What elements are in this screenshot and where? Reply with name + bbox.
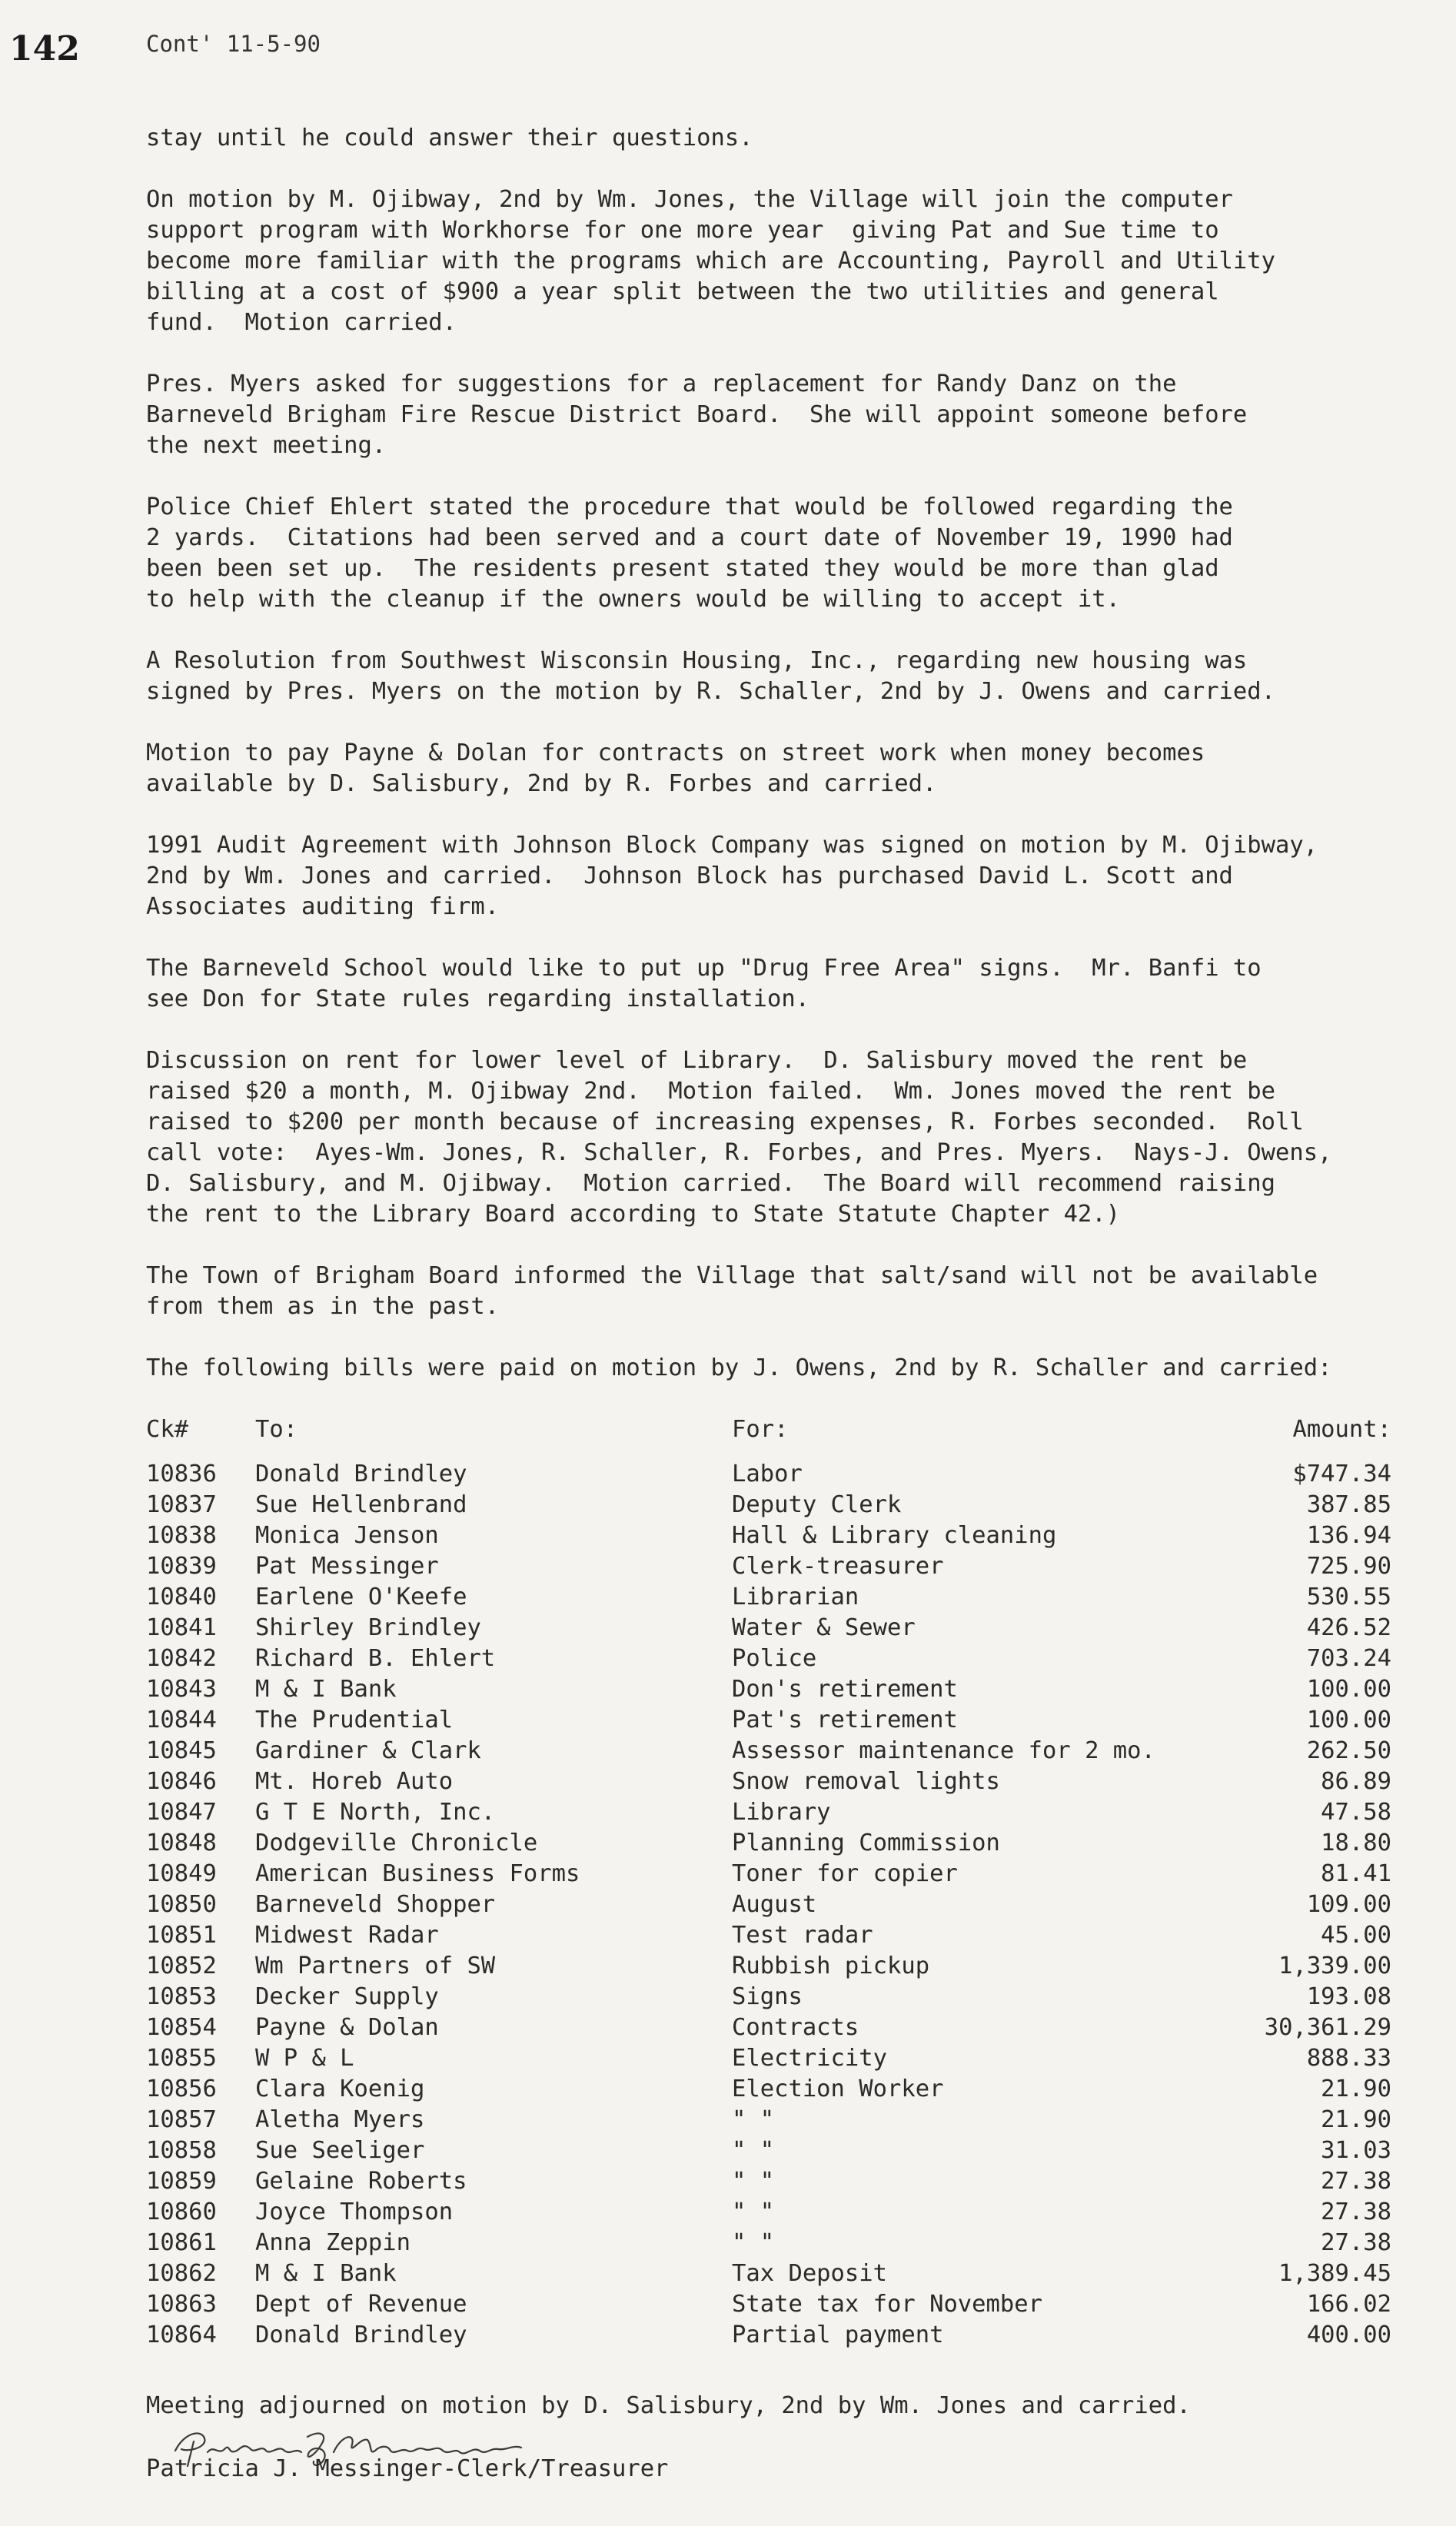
bill-payee: Gardiner & Clark — [255, 1737, 481, 1764]
bill-check-number: 10840 — [146, 1584, 217, 1610]
bill-amount: 21.90 — [1321, 2106, 1391, 2133]
text-line: 1991 Audit Agreement with Johnson Block Company was signed on motion by M. Ojibway, — [146, 832, 1318, 859]
bill-check-number: 10853 — [146, 1983, 217, 2010]
bill-check-number: 10855 — [146, 2045, 217, 2072]
bill-payee: Earlene O'Keefe — [255, 1584, 467, 1610]
bill-amount: 18.80 — [1321, 1830, 1391, 1856]
bill-row — [146, 1705, 1391, 1736]
bill-purpose: Library — [732, 1799, 831, 1826]
bill-payee: Clara Koenig — [255, 2076, 425, 2102]
bill-amount: 400.00 — [1306, 2322, 1391, 2348]
bill-row — [146, 1951, 1391, 1982]
text-line: 2 yards. Citations had been served and a court date of November 19, 1990 had — [146, 524, 1233, 551]
bill-check-number: 10848 — [146, 1830, 217, 1856]
bill-purpose: Test radar — [732, 1922, 873, 1949]
bill-check-number: 10863 — [146, 2291, 217, 2318]
bill-purpose: Don's retirement — [732, 1676, 958, 1703]
bill-row — [146, 1767, 1391, 1797]
text-line: signed by Pres. Myers on the motion by R. Schaller, 2nd by J. Owens and carried. — [146, 678, 1276, 705]
bill-row — [146, 1613, 1391, 1644]
bill-check-number: 10860 — [146, 2199, 217, 2225]
bill-row — [146, 1521, 1391, 1551]
bill-row — [146, 1551, 1391, 1582]
bill-amount: $747.34 — [1292, 1461, 1391, 1487]
bill-check-number: 10847 — [146, 1799, 217, 1826]
paragraph — [146, 369, 1445, 461]
bill-payee: Shirley Brindley — [255, 1614, 481, 1641]
paragraph — [146, 738, 1445, 799]
header-to: To: — [255, 1416, 298, 1443]
bill-check-number: 10854 — [146, 2014, 217, 2041]
text-line: The following bills were paid on motion by J. Owens, 2nd by R. Schaller and carried: — [146, 1354, 1332, 1381]
bill-check-number: 10851 — [146, 1922, 217, 1949]
bill-purpose: Rubbish pickup — [732, 1953, 930, 1979]
text-line: Police Chief Ehlert stated the procedure that would be followed regarding the — [146, 494, 1233, 520]
bill-check-number: 10845 — [146, 1737, 217, 1764]
bill-row — [146, 1644, 1391, 1674]
minutes-body — [146, 123, 1445, 1414]
bill-row — [146, 2012, 1391, 2043]
bill-row — [146, 1797, 1391, 1828]
bill-payee: Donald Brindley — [255, 2322, 467, 2348]
bill-check-number: 10841 — [146, 1614, 217, 1641]
bill-amount: 193.08 — [1306, 1983, 1391, 2010]
header-ck: Ck# — [146, 1416, 189, 1443]
text-line: stay until he could answer their questions. — [146, 125, 753, 151]
bill-check-number: 10842 — [146, 1645, 217, 1672]
bill-check-number: 10857 — [146, 2106, 217, 2133]
bill-amount: 703.24 — [1306, 1645, 1391, 1672]
bill-amount: 109.00 — [1306, 1891, 1391, 1918]
bill-amount: 387.85 — [1306, 1491, 1391, 1518]
bills-table — [146, 1414, 1391, 2351]
bill-amount: 27.38 — [1321, 2168, 1391, 2195]
bill-amount: 888.33 — [1306, 2045, 1391, 2072]
bill-amount: 30,361.29 — [1264, 2014, 1391, 2041]
bill-payee: Sue Seeliger — [255, 2137, 425, 2164]
header-amount: Amount: — [1292, 1416, 1391, 1443]
paragraph — [146, 123, 1445, 154]
bill-payee: Mt. Horeb Auto — [255, 1768, 454, 1795]
bill-amount: 27.38 — [1321, 2199, 1391, 2225]
bill-payee: Donald Brindley — [255, 1461, 467, 1487]
bill-purpose: Librarian — [732, 1584, 859, 1610]
bill-row — [146, 2074, 1391, 2105]
bill-row — [146, 2258, 1391, 2289]
bill-amount: 1,339.00 — [1278, 1953, 1391, 1979]
bill-row — [146, 2320, 1391, 2351]
text-line: Associates auditing firm. — [146, 893, 500, 920]
bill-row — [146, 2166, 1391, 2197]
bill-purpose: Election Worker — [732, 2076, 944, 2102]
header-for: For: — [732, 1416, 789, 1443]
bill-amount: 81.41 — [1321, 1860, 1391, 1887]
bill-check-number: 10864 — [146, 2322, 217, 2348]
bill-payee: Midwest Radar — [255, 1922, 439, 1949]
text-line: billing at a cost of $900 a year split between the two utilities and general — [146, 278, 1219, 305]
bill-purpose: Snow removal lights — [732, 1768, 1000, 1795]
bill-check-number: 10859 — [146, 2168, 217, 2195]
bill-payee: G T E North, Inc. — [255, 1799, 496, 1826]
paragraph — [146, 492, 1445, 615]
bill-purpose: Hall & Library cleaning — [732, 1522, 1057, 1549]
bill-purpose: Assessor maintenance for 2 mo. — [732, 1737, 1155, 1764]
bill-check-number: 10844 — [146, 1707, 217, 1733]
text-line: become more familiar with the programs which are Accounting, Payroll and Utility — [146, 248, 1276, 274]
bill-row — [146, 2197, 1391, 2228]
bill-amount: 21.90 — [1321, 2076, 1391, 2102]
continuation-header: Cont' 11-5-90 — [146, 31, 321, 57]
bill-purpose: " " — [732, 2137, 775, 2164]
bill-purpose: Water & Sewer — [732, 1614, 916, 1641]
text-line: been been set up. The residents present stated they would be more than glad — [146, 555, 1219, 582]
text-line: see Don for State rules regarding installation. — [146, 985, 810, 1012]
bill-amount: 136.94 — [1306, 1522, 1391, 1549]
bill-amount: 47.58 — [1321, 1799, 1391, 1826]
bill-check-number: 10836 — [146, 1461, 217, 1487]
bill-payee: Anna Zeppin — [255, 2229, 411, 2256]
page-number: 142 — [9, 29, 80, 68]
bill-row — [146, 2228, 1391, 2258]
bill-check-number: 10862 — [146, 2260, 217, 2287]
bill-purpose: Contracts — [732, 2014, 859, 2041]
text-line: Pres. Myers asked for suggestions for a replacement for Randy Danz on the — [146, 371, 1177, 397]
bill-check-number: 10858 — [146, 2137, 217, 2164]
text-line: the rent to the Library Board according to State Statute Chapter 42.) — [146, 1201, 1121, 1228]
text-line: the next meeting. — [146, 432, 387, 459]
bill-payee: Gelaine Roberts — [255, 2168, 467, 2195]
bill-purpose: Pat's retirement — [732, 1707, 958, 1733]
text-line: 2nd by Wm. Jones and carried. Johnson Block has purchased David L. Scott and — [146, 862, 1233, 889]
bill-row — [146, 1674, 1391, 1705]
bill-payee: Barneveld Shopper — [255, 1891, 496, 1918]
bill-amount: 166.02 — [1306, 2291, 1391, 2318]
bill-row — [146, 2135, 1391, 2166]
adjourn-line: Meeting adjourned on motion by D. Salisbury, 2nd by Wm. Jones and carried. — [146, 2392, 1191, 2419]
bill-payee: Payne & Dolan — [255, 2014, 439, 2041]
bill-purpose: August — [732, 1891, 817, 1918]
text-line: call vote: Ayes-Wm. Jones, R. Schaller, R. Forbes, and Pres. Myers. Nays-J. Owens, — [146, 1139, 1332, 1166]
bill-payee: Wm Partners of SW — [255, 1953, 496, 1979]
bill-purpose: Toner for copier — [732, 1860, 958, 1887]
bill-row — [146, 1828, 1391, 1859]
bill-payee: Dept of Revenue — [255, 2291, 467, 2318]
bill-check-number: 10838 — [146, 1522, 217, 1549]
bills-body — [146, 1459, 1391, 2351]
text-line: to help with the cleanup if the owners would be willing to accept it. — [146, 586, 1121, 613]
text-line: On motion by M. Ojibway, 2nd by Wm. Jones, the Village will join the computer — [146, 186, 1233, 213]
signer-name: Patricia J. Messinger-Clerk/Treasurer — [146, 2455, 669, 2482]
bill-amount: 725.90 — [1306, 1553, 1391, 1580]
bill-row — [146, 1459, 1391, 1490]
bill-amount: 27.38 — [1321, 2229, 1391, 2256]
bill-purpose: " " — [732, 2199, 775, 2225]
bill-row — [146, 1890, 1391, 1920]
bill-payee: Richard B. Ehlert — [255, 1645, 496, 1672]
bill-purpose: Clerk-treasurer — [732, 1553, 944, 1580]
bill-amount: 1,389.45 — [1278, 2260, 1391, 2287]
bill-payee: Monica Jenson — [255, 1522, 439, 1549]
paragraph — [146, 1045, 1445, 1230]
bill-check-number: 10850 — [146, 1891, 217, 1918]
bill-check-number: 10843 — [146, 1676, 217, 1703]
bill-row — [146, 1490, 1391, 1521]
bill-check-number: 10849 — [146, 1860, 217, 1887]
bill-purpose: Signs — [732, 1983, 803, 2010]
text-line: Barneveld Brigham Fire Rescue District Board. She will appoint someone before — [146, 401, 1248, 428]
bill-row — [146, 1982, 1391, 2012]
bill-purpose: Labor — [732, 1461, 803, 1487]
paragraph — [146, 646, 1445, 707]
bill-purpose: Deputy Clerk — [732, 1491, 902, 1518]
bill-check-number: 10839 — [146, 1553, 217, 1580]
paragraph — [146, 830, 1445, 922]
bill-purpose: Planning Commission — [732, 1830, 1000, 1856]
bill-purpose: " " — [732, 2168, 775, 2195]
bill-purpose: " " — [732, 2106, 775, 2133]
paragraph — [146, 184, 1445, 338]
bill-amount: 86.89 — [1321, 1768, 1391, 1795]
text-line: raised $20 a month, M. Ojibway 2nd. Motion failed. Wm. Jones moved the rent be — [146, 1078, 1276, 1105]
bill-row — [146, 2105, 1391, 2135]
text-line: A Resolution from Southwest Wisconsin Housing, Inc., regarding new housing was — [146, 647, 1248, 674]
text-line: D. Salisbury, and M. Ojibway. Motion carried. The Board will recommend raising — [146, 1170, 1276, 1197]
bill-purpose: " " — [732, 2229, 775, 2256]
bill-payee: M & I Bank — [255, 2260, 397, 2287]
text-line: support program with Workhorse for one more year giving Pat and Sue time to — [146, 217, 1219, 244]
bill-amount: 100.00 — [1306, 1707, 1391, 1733]
bill-purpose: Tax Deposit — [732, 2260, 887, 2287]
bill-row — [146, 2289, 1391, 2320]
bill-purpose: Police — [732, 1645, 817, 1672]
text-line: fund. Motion carried. — [146, 309, 457, 336]
bill-payee: American Business Forms — [255, 1860, 580, 1887]
text-line: Motion to pay Payne & Dolan for contracts on street work when money becomes — [146, 740, 1205, 766]
bill-check-number: 10846 — [146, 1768, 217, 1795]
bill-amount: 100.00 — [1306, 1676, 1391, 1703]
bill-payee: Sue Hellenbrand — [255, 1491, 467, 1518]
bill-payee: W P & L — [255, 2045, 354, 2072]
bill-payee: M & I Bank — [255, 1676, 397, 1703]
bill-payee: Decker Supply — [255, 1983, 439, 2010]
paragraph — [146, 1261, 1445, 1322]
bill-amount: 530.55 — [1306, 1584, 1391, 1610]
bill-payee: Dodgeville Chronicle — [255, 1830, 538, 1856]
bill-amount: 426.52 — [1306, 1614, 1391, 1641]
bill-check-number: 10856 — [146, 2076, 217, 2102]
text-line: from them as in the past. — [146, 1293, 500, 1320]
bill-check-number: 10837 — [146, 1491, 217, 1518]
text-line: available by D. Salisbury, 2nd by R. Forbes and carried. — [146, 770, 937, 797]
bill-amount: 31.03 — [1321, 2137, 1391, 2164]
bill-row — [146, 1920, 1391, 1951]
bill-purpose: Partial payment — [732, 2322, 944, 2348]
bill-row — [146, 2043, 1391, 2074]
paragraph — [146, 953, 1445, 1015]
text-line: The Town of Brigham Board informed the Village that salt/sand will not be available — [146, 1262, 1318, 1289]
text-line: Discussion on rent for lower level of Library. D. Salisbury moved the rent be — [146, 1047, 1248, 1074]
bill-purpose: State tax for November — [732, 2291, 1042, 2318]
bills-header-row — [146, 1414, 1391, 1459]
bill-check-number: 10861 — [146, 2229, 217, 2256]
bill-amount: 45.00 — [1321, 1922, 1391, 1949]
bill-row — [146, 1736, 1391, 1767]
bill-amount: 262.50 — [1306, 1737, 1391, 1764]
bill-payee: The Prudential — [255, 1707, 454, 1733]
text-line: The Barneveld School would like to put up "Drug Free Area" signs. Mr. Banfi to — [146, 955, 1262, 982]
bill-payee: Pat Messinger — [255, 1553, 439, 1580]
bill-check-number: 10852 — [146, 1953, 217, 1979]
bill-payee: Aletha Myers — [255, 2106, 425, 2133]
paragraph — [146, 1353, 1445, 1384]
text-line: raised to $200 per month because of increasing expenses, R. Forbes seconded. Roll — [146, 1108, 1304, 1135]
bill-row — [146, 1859, 1391, 1890]
bill-purpose: Electricity — [732, 2045, 887, 2072]
bill-row — [146, 1582, 1391, 1613]
bill-payee: Joyce Thompson — [255, 2199, 454, 2225]
